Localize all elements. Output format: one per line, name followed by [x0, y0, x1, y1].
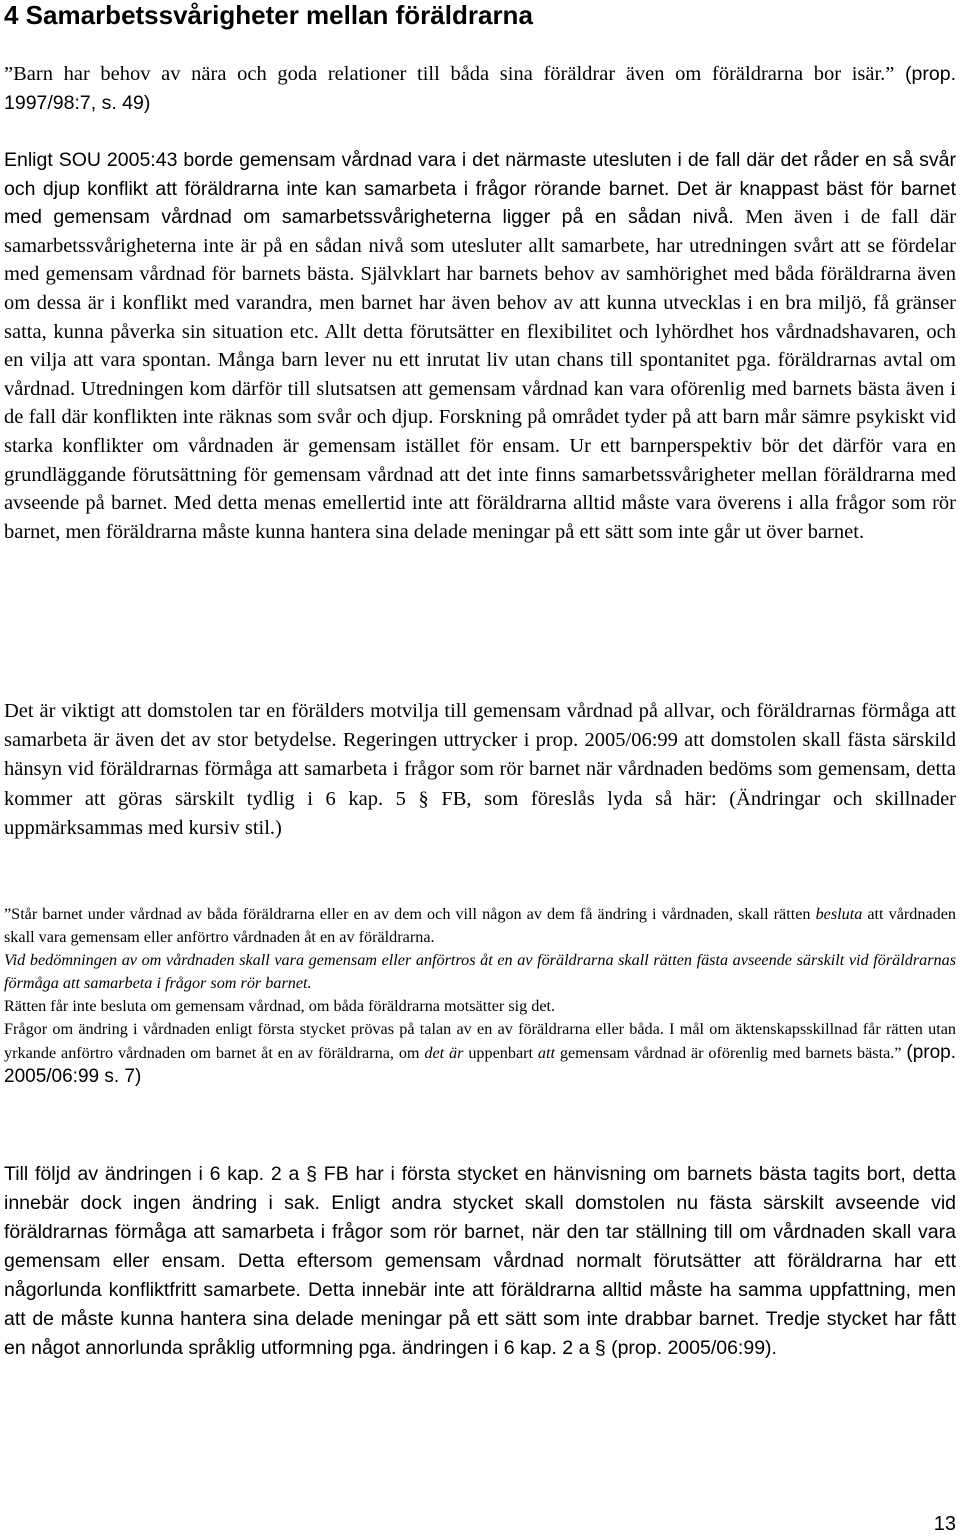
quote-text: uppenbart [468, 1044, 534, 1062]
quote-paragraph-4 [4, 1018, 956, 1089]
law-quote-6-kap-5 [4, 903, 956, 1089]
section-heading: 4 Samarbetssvårigheter mellan föräldrarna [4, 0, 533, 30]
quote-italic-change: besluta [815, 905, 863, 923]
quote-italic-change: det är [424, 1044, 464, 1062]
quote-source: (prop. 2005/06:99 s. 7) [4, 1042, 957, 1087]
paragraph-court-reluctance: Det är viktigt att domstolen tar en förälders motvilja till gemensam vårdnad på allvar, och föräldrarnas förmåga att samarbeta är även det av stor betydelse. Regeringen uttrycker i prop. 2005/06:99 att domstolen skall fästa särskild hänsyn vid föräldrarnas förmåga att samarbeta i frågor som rör barnet när vårdnaden bedöms som gemensam, detta kommer att göras särskilt tydlig i 6 kap. 5 § FB, som föreslås lyda så här: (Ändringar och skillnader uppmärksammas med kursiv stil.) [4, 700, 956, 839]
epigraph-quote: ”Barn har behov av nära och goda relationer till båda sina föräldrar även om föräldrarna bor isär.” [4, 63, 895, 85]
quote-text: ”Står barnet under vårdnad av båda föräldrarna eller en av dem och vill någon av dem få ändring i vårdnaden, skall rätten [4, 905, 811, 923]
quote-paragraph-1 [4, 903, 956, 949]
paragraph-sou-2005 [4, 146, 956, 546]
epigraph-source: (prop. 1997/98:7, s. 49) [4, 63, 956, 114]
quote-text: gemensam vårdnad är oförenlig med barnets bästa.” [559, 1044, 902, 1062]
page-number: 13 [933, 1513, 956, 1535]
paragraph-sou-2005-part-b: Men även i de fall där samarbetssvårigheterna inte är på en sådan nivå som utesluter allt samarbete, har utredningen svårt att se fördelar med gemensam vårdnad för barnets bästa. Självklart har barnets behov av samhörighet med båda föräldrarna även om dessa är i konflikt med varandra, men barnet har även behov av att kunna utvecklas i en bra miljö, få gränser satta, kunna påverka sin situation etc. Allt detta förutsätter en flexibilitet och lyhördhet hos vårdnadshavaren, och en vilja att vara spontan. Många barn lever nu ett inrutat liv utan chans till spontanitet pga. föräldrarnas avtal om vårdnad. Utredningen kom därför till slutsatsen att gemensam vårdnad kan vara oförenlig med barnets bästa även i de fall där konflikten inte räknas som svår och djup. Forskning på området tyder på att barn mår sämre psykiskt vid starka konflikter om vårdnaden är gemensam istället för ensam. Ur ett barnperspektiv bör det därför vara en grundläggande förutsättning för gemensam vårdnad att det inte finns samarbetssvårigheter mellan föräldrarna med avseende på barnet. Med detta menas emellertid inte att föräldrarna alltid måste vara överens i alla frågor som rör barnet, men föräldrarna måste kunna hantera sina delade meningar på ett sätt som inte går ut över barnet. [4, 206, 957, 543]
quote-italic-change: att [537, 1044, 556, 1062]
paragraph-amendment-6-kap-2a: Till följd av ändringen i 6 kap. 2 a § FB har i första stycket en hänvisning om barnets bästa tagits bort, detta innebär dock ingen ändring i sak. Enligt andra stycket skall domstolen nu fästa särskilt avseende vid föräldrarnas förmåga att samarbeta i frågor som rör barnet, när den tar ställning till om vårdnaden skall vara gemensam eller ensam. Detta eftersom gemensam vårdnad normalt förutsätter att föräldrarna har ett någorlunda konfliktfritt samarbete. Detta innebär inte att föräldrarna alltid måste ha samma uppfattning, men att de måste kunna hantera sina delade meningar på ett sätt som inte drabbar barnet. Tredje stycket har fått en något annorlunda språklig utformning pga. ändringen i 6 kap. 2 a § (prop. 2005/06:99). [4, 1163, 956, 1359]
quote-paragraph-2 [4, 949, 956, 995]
epigraph [4, 60, 956, 118]
paragraph-sou-2005-part-a: Enligt SOU 2005:43 borde gemensam vårdnad vara i det närmaste utesluten i de fall där det råder en så svår och djup konflikt att föräldrarna inte kan samarbeta i frågor rörande barnet. Det är knappast bäst för barnet med gemensam vårdnad om samarbetssvårigheterna ligger på en sådan nivå. [4, 149, 956, 229]
quote-italic-change: Vid bedömningen av om vårdnaden skall vara gemensam eller anförtros åt en av föräldrarna skall rätten fästa avseende särskilt vid föräldrarnas förmåga att samarbeta i frågor som rör barnet. [4, 951, 956, 992]
quote-text: Frågor om ändring i vårdnaden enligt första stycket prövas på talan av en av föräldrarna eller båda. I mål om äktenskapsskillnad får rätten utan yrkande anförtro vårdnaden om barnet åt en av föräldrarna, om [4, 1020, 956, 1062]
quote-text: att vårdnaden skall vara gemensam eller anförtro vårdnaden åt en av föräldrarna. [4, 905, 957, 946]
quote-paragraph-3: Rätten får inte besluta om gemensam vårdnad, om båda föräldrarna motsätter sig det. [4, 997, 556, 1015]
